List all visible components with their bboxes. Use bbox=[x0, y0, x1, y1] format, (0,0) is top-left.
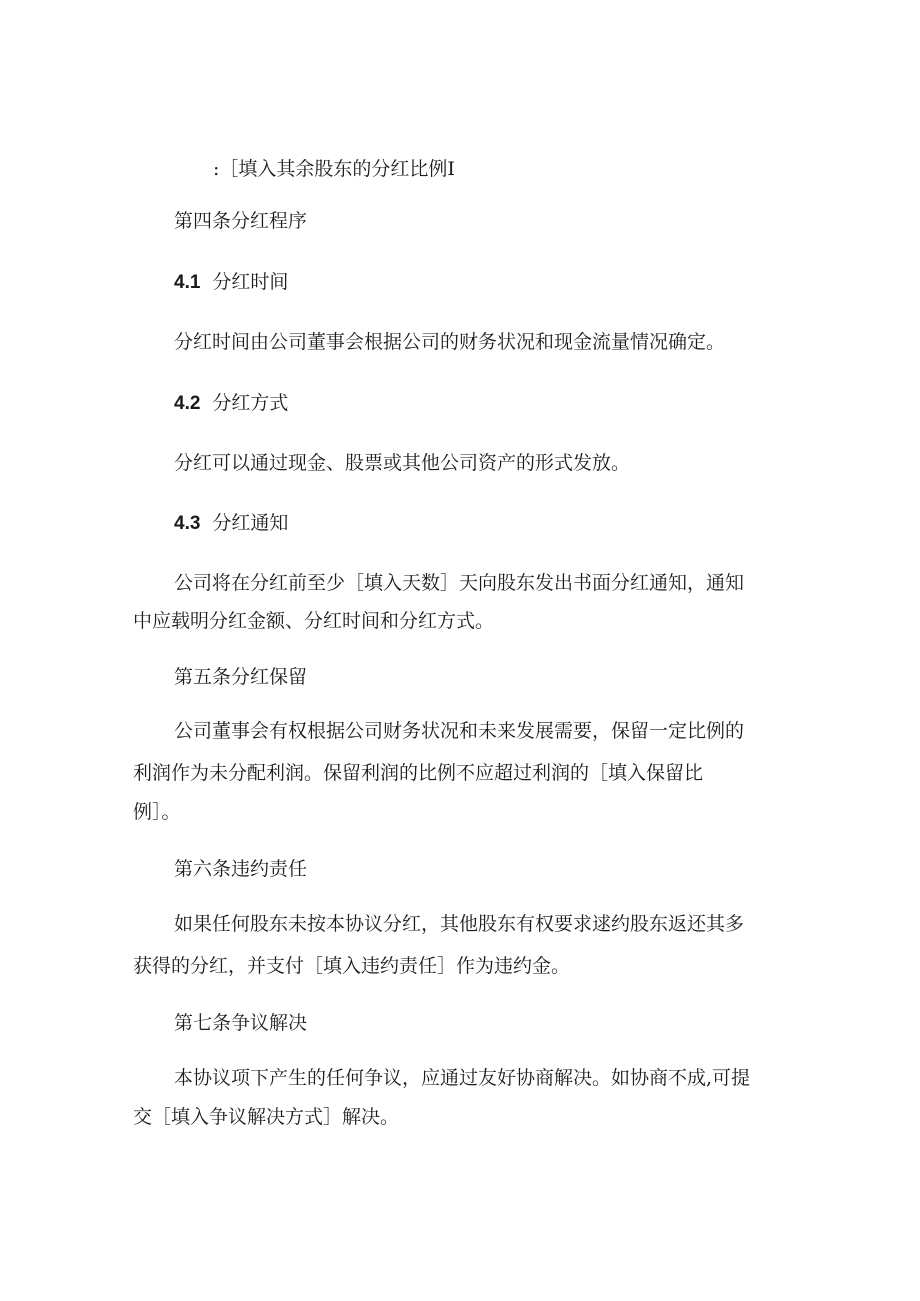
section-4-1-body: 分红时间由公司董事会根据公司的财务状况和现金流量情况确定。 bbox=[174, 331, 726, 353]
article-4-heading: 第四条分红程序 bbox=[174, 210, 308, 232]
article-5-body-line-1: 公司董事会有权根据公司财务状况和未来发展需要，保留一定比例的 bbox=[174, 720, 745, 742]
section-title: 分红时间 bbox=[212, 271, 289, 293]
section-4-3-body-line-2: 中应载明分红金额、分红时间和分红方式。 bbox=[133, 610, 495, 632]
article-5-body-line-2: 利润作为未分配利润。保留利润的比例不应超过利润的［填入保留比 bbox=[133, 762, 704, 784]
section-title: 分红方式 bbox=[212, 392, 289, 414]
article-6-heading: 第六条违约责任 bbox=[174, 858, 308, 880]
section-number: 4.2 bbox=[174, 393, 201, 414]
shareholder-ratio-line: :［填入其余股东的分红比例I bbox=[213, 158, 455, 180]
section-title: 分红通知 bbox=[212, 512, 289, 534]
section-number: 4.1 bbox=[174, 272, 201, 293]
article-6-body-line-2: 获得的分红，并支付［填入违约责任］作为违约金。 bbox=[133, 955, 571, 977]
article-5-body-line-3: 例］。 bbox=[133, 801, 181, 823]
section-4-2-heading bbox=[174, 391, 288, 416]
article-6-body-line-1: 如果任何股东未按本协议分红，其他股东有权要求逑约股东返还其多 bbox=[174, 913, 745, 935]
section-4-3-body-line-1: 公司将在分红前至少［填入天数］天向股东发出书面分红通知，通知 bbox=[174, 572, 745, 594]
section-4-1-heading bbox=[174, 270, 288, 295]
article-7-body-line-2: 交［填入争议解决方式］解决。 bbox=[133, 1106, 400, 1128]
article-7-body-line-1: 本协议项下产生的任何争议，应通过友好协商解决。如协商不成,可提 bbox=[174, 1067, 751, 1089]
section-4-3-heading bbox=[174, 511, 288, 536]
article-7-heading: 第七条争议解决 bbox=[174, 1012, 308, 1034]
section-number: 4.3 bbox=[174, 513, 201, 534]
article-5-heading: 第五条分红保留 bbox=[174, 666, 308, 688]
section-4-2-body: 分红可以通过现金、股票或其他公司资产的形式发放。 bbox=[174, 452, 631, 474]
